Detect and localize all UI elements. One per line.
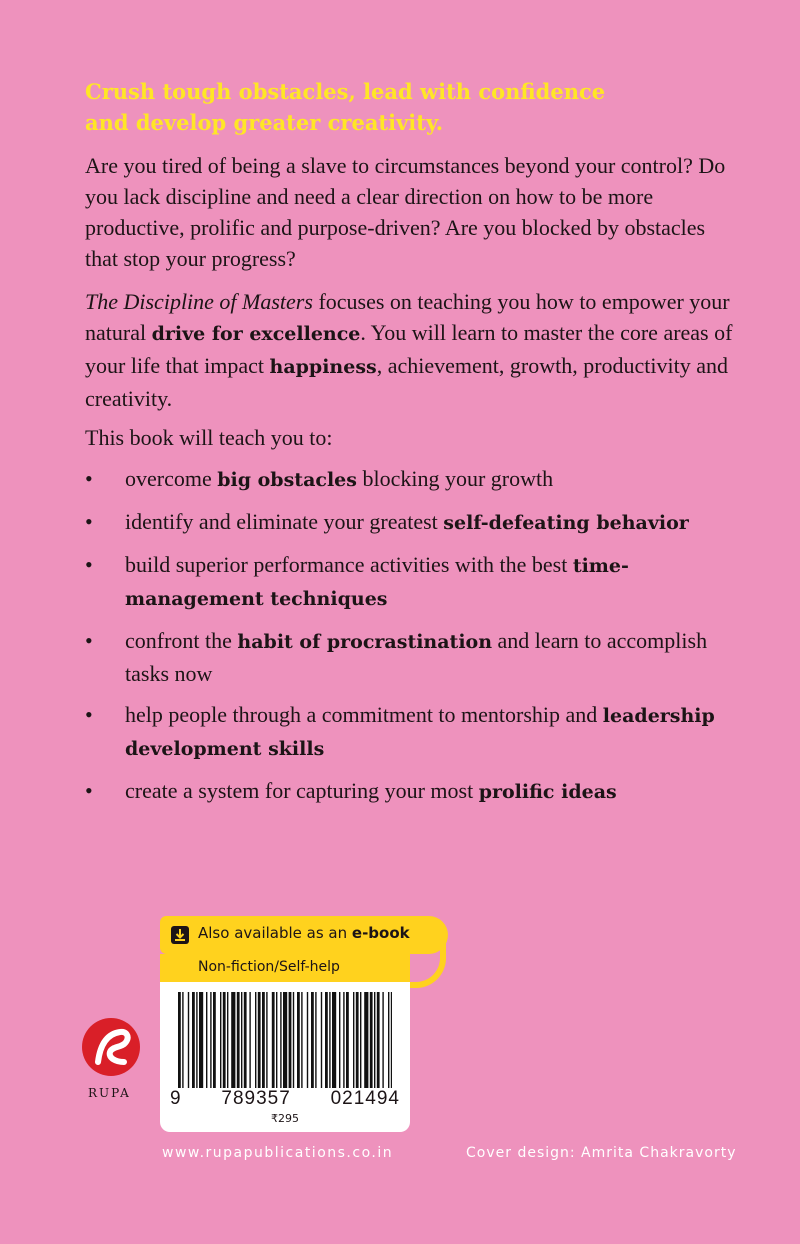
isbn-digit-group: 789357 xyxy=(221,1088,291,1109)
barcode-bar xyxy=(329,992,330,1088)
description-bold-1: drive for excellence xyxy=(151,323,361,345)
list-item xyxy=(85,463,725,496)
barcode-bar xyxy=(388,992,389,1088)
ebook-prefix: Also available as an xyxy=(198,924,352,942)
barcode xyxy=(178,992,392,1088)
list-item xyxy=(85,625,725,689)
barcode-bar xyxy=(258,992,261,1088)
barcode-bar xyxy=(382,992,383,1088)
barcode-bar xyxy=(377,992,380,1088)
barcode-bar xyxy=(244,992,247,1088)
book-title: The Discipline of Masters xyxy=(85,289,313,314)
genre-label: Non-fiction/Self-help xyxy=(198,959,340,975)
barcode-bar xyxy=(297,992,300,1088)
barcode-bar xyxy=(293,992,294,1088)
list-item xyxy=(85,775,725,808)
list-item xyxy=(85,549,725,615)
genre-tab xyxy=(160,954,410,982)
benefits-list xyxy=(85,463,725,818)
price-label: ₹295 xyxy=(271,1112,299,1125)
barcode-bar xyxy=(315,992,316,1088)
description-bold-2: happiness xyxy=(269,356,377,378)
download-icon xyxy=(171,926,189,944)
barcode-box xyxy=(160,982,410,1132)
barcode-bar xyxy=(272,992,275,1088)
isbn-digit-group: 021494 xyxy=(330,1088,400,1109)
barcode-bar xyxy=(241,992,242,1088)
ebook-tab xyxy=(160,916,448,954)
isbn-digit-group: 9 xyxy=(170,1088,182,1109)
list-item-bold: self-defeating behavior xyxy=(443,512,689,534)
barcode-bar xyxy=(188,992,189,1088)
bullet-symbol: • xyxy=(85,466,93,491)
cover-credit: Cover design: Amrita Chakravorty xyxy=(466,1145,737,1161)
intro-paragraph: Are you tired of being a slave to circumstances beyond your control? Do you lack discipline and need a clear direction on how to be more productive, prolific and purpose-driven? Are you blocked by obstacles that stop your progress? xyxy=(85,153,726,271)
description-part-1: focuses on teaching you how to empower your natural xyxy=(85,289,730,345)
barcode-bar xyxy=(356,992,359,1088)
barcode-bar xyxy=(223,992,226,1088)
barcode-bar xyxy=(276,992,277,1088)
barcode-bar xyxy=(339,992,340,1088)
barcode-bar xyxy=(266,992,267,1088)
list-item-text: confront the xyxy=(125,628,238,653)
barcode-bar xyxy=(206,992,207,1088)
list-item-text: build superior performance activities with the best xyxy=(125,552,573,577)
list-item-bold: prolific ideas xyxy=(478,781,617,803)
description-part-3: , achievement, growth, productivity and creativity. xyxy=(85,353,729,411)
barcode-bar xyxy=(192,992,195,1088)
barcode-bar xyxy=(353,992,354,1088)
barcode-bar xyxy=(199,992,203,1088)
barcode-bar xyxy=(262,992,265,1088)
list-item-bold: time-management techniques xyxy=(125,555,629,610)
barcode-bar xyxy=(196,992,197,1088)
list-item xyxy=(85,506,725,539)
barcode-bar xyxy=(374,992,375,1088)
ebook-bold: e-book xyxy=(351,924,410,942)
isbn-number xyxy=(170,1088,400,1110)
barcode-bar xyxy=(311,992,314,1088)
barcode-bar xyxy=(391,992,392,1088)
bullet-symbol: • xyxy=(85,778,93,803)
barcode-bar xyxy=(249,992,250,1088)
barcode-bar xyxy=(283,992,287,1088)
list-intro: This book will teach you to: xyxy=(85,425,333,450)
bullet-symbol: • xyxy=(85,628,93,653)
list-item xyxy=(85,699,725,765)
list-item-text: overcome xyxy=(125,466,218,491)
barcode-bar xyxy=(364,992,368,1088)
barcode-bar xyxy=(360,992,361,1088)
headline: Crush tough obstacles, lead with confidence and develop greater creativity. xyxy=(85,79,606,135)
barcode-bar xyxy=(321,992,322,1088)
list-item-bold: big obstacles xyxy=(217,469,357,491)
barcode-bar xyxy=(301,992,302,1088)
list-item-text: blocking your growth xyxy=(356,466,554,491)
bullet-symbol: • xyxy=(85,552,93,577)
publisher-name: RUPA xyxy=(88,1086,131,1100)
barcode-bar xyxy=(325,992,328,1088)
barcode-bar xyxy=(307,992,308,1088)
description-part-2: . You will learn to master the core areas of your life that impact xyxy=(85,320,733,378)
barcode-bar xyxy=(182,992,183,1088)
barcode-bar xyxy=(332,992,336,1088)
description-paragraph xyxy=(85,286,735,414)
barcode-bar xyxy=(210,992,211,1088)
list-item-bold: habit of procrastination xyxy=(237,631,493,653)
barcode-bar xyxy=(289,992,292,1088)
website-url: www.rupapublications.co.in xyxy=(162,1145,394,1161)
publisher-logo xyxy=(80,1018,150,1100)
barcode-bar xyxy=(220,992,221,1088)
barcode-bar xyxy=(346,992,349,1088)
rupa-logo-icon xyxy=(82,1018,140,1076)
barcode-bar xyxy=(370,992,373,1088)
ebook-label xyxy=(198,924,410,942)
barcode-bar xyxy=(255,992,256,1088)
bullet-symbol: • xyxy=(85,702,93,727)
list-item-text: help people through a commitment to mentorship and xyxy=(125,702,603,727)
barcode-bar xyxy=(343,992,344,1088)
barcode-bar xyxy=(237,992,240,1088)
barcode-bar xyxy=(227,992,228,1088)
list-item-text: create a system for capturing your most xyxy=(125,778,479,803)
bullet-symbol: • xyxy=(85,509,93,534)
barcode-bar xyxy=(213,992,216,1088)
list-item-text: identify and eliminate your greatest xyxy=(125,509,444,534)
barcode-bar xyxy=(178,992,181,1088)
barcode-bar xyxy=(231,992,235,1088)
list-item-bold: leadership development skills xyxy=(125,705,715,760)
barcode-bar xyxy=(280,992,281,1088)
list-item-text: and learn to accomplish tasks now xyxy=(125,628,708,686)
